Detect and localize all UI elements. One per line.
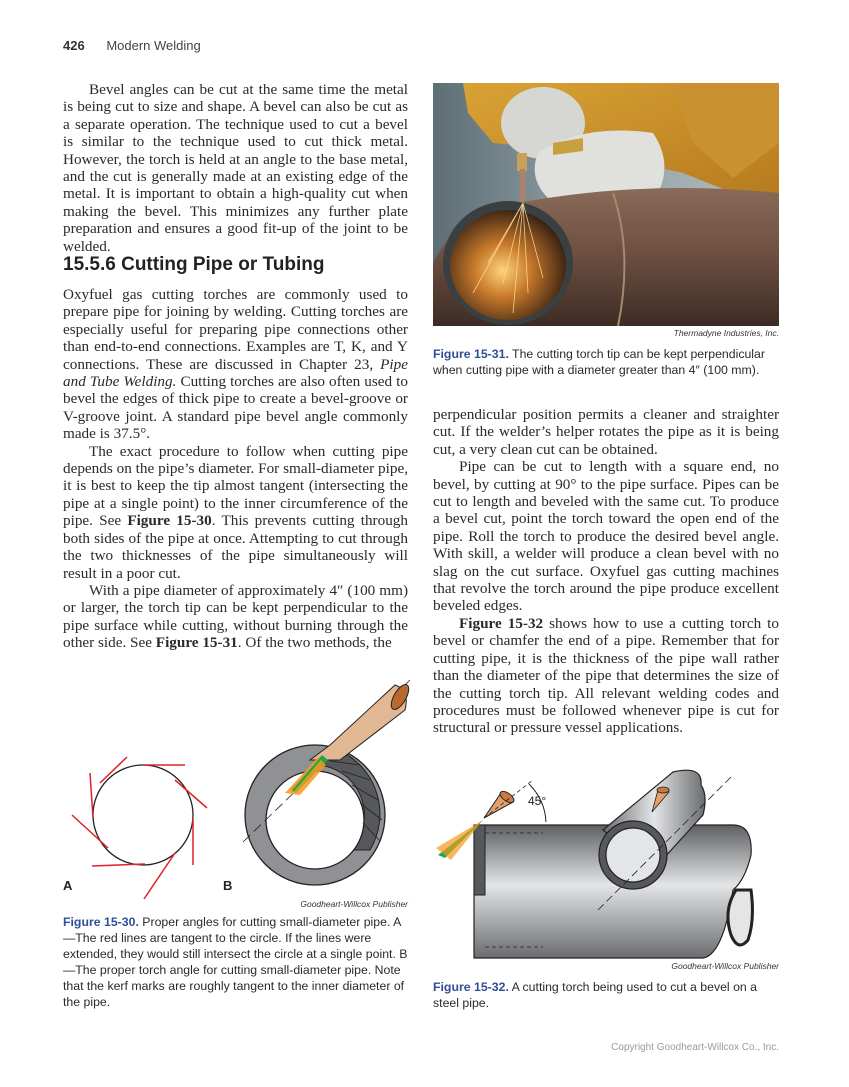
- panel-a-circle-with-tangents: [72, 757, 207, 899]
- tangent-lines-and-pipe-section-diagram: [60, 675, 420, 900]
- angle-label-45: 45°: [528, 794, 547, 808]
- figure-15-31-photo: [433, 83, 779, 326]
- figure-15-30-diagram: [60, 675, 420, 900]
- figure-15-30-caption: [63, 914, 408, 1010]
- chapter-reference: Pipe and Tube Welding.: [63, 355, 408, 391]
- panel-b-pipe-with-torch: [243, 680, 412, 885]
- paragraph-large-diameter: With a pipe diameter of approximately 4″ (100 mm) or larger, the torch tip can be kept perpendicular to the pipe surface while cutting, without burning through the other side. See Figure 15-31. Of the two methods, the: [63, 581, 408, 652]
- book-title: Modern Welding: [106, 38, 201, 53]
- panel-label-b: B: [223, 878, 233, 893]
- pipe-cutting-photo-illustration: [433, 83, 779, 326]
- copyright-notice: Copyright Goodheart-Willcox Co., Inc.: [611, 1042, 779, 1053]
- paragraph-bevel-chamfer: Figure 15-32 shows how to use a cutting torch to bevel or chamfer the end of a pipe. Remember that for cutting pipe, it is the thickness of the pipe wall rather than the diameter of the pipe that determines the size of the cutting torch tip. All relevant welding codes and procedures must be followed whenever pipe is cut for structural or pressure vessel applications.: [433, 614, 779, 737]
- figure-15-30-credit: Goodheart-Willcox Publisher: [300, 899, 408, 909]
- panel-label-a: A: [63, 878, 73, 893]
- paragraph-square-end: Pipe can be cut to length with a square end, no bevel, by cutting at 90° to the pipe surface. Pipes can be cut to length and beveled with the same cut. To produce a bevel cut, point the torch toward the open end of the pipe. Roll the torch to produce the desired bevel angle. With skill, a welder will produce a clean bevel with no slag on the cut surface. Oxyfuel gas cutting machines that revolve the torch around the pipe produce excellent beveled edges.: [433, 458, 779, 615]
- figure-15-31-credit: Thermadyne Industries, Inc.: [673, 328, 779, 338]
- figure-15-32-diagram: [433, 760, 783, 960]
- paragraph-oxyfuel: Oxyfuel gas cutting torches are commonly used to prepare pipe for joining by welding. Cutting torches are especially useful for preparing pipe connections other than end-to-end connections. Examples are T, K, and Y connections. These are discussed in Chapter 23, Pipe and Tube Welding. Cutting torches are also often used to bevel the edges of thick pipe to create a bevel-groove or V-groove joint. A standard pipe bevel angle commonly made is 37.5°.: [63, 286, 408, 443]
- figure-15-30-number: Figure 15-30.: [63, 915, 139, 929]
- section-heading: 15.5.6 Cutting Pipe or Tubing: [63, 254, 325, 275]
- figure-15-32-caption-text: A cutting torch being used to cut a bevel on a steel pipe.: [433, 980, 758, 1010]
- right-column-body: [433, 406, 779, 737]
- bevel-cutting-pipe-diagram: [433, 760, 783, 960]
- paragraph-small-diameter: The exact procedure to follow when cutting pipe depends on the pipe’s diameter. For small-diameter pipe, it is best to keep the tip almost tangent (intersecting the pipe at a single point) to the inner circumference of the pipe. See Figure 15-30. This prevents cutting through both sides of the pipe at once. Attempting to cut through the two thicknesses of the pipe simultaneously will result in a poor cut.: [63, 442, 408, 582]
- figure-15-30-reference: Figure 15-30: [127, 512, 212, 530]
- figure-15-32-credit: Goodheart-Willcox Publisher: [671, 961, 779, 971]
- figure-15-31-number: Figure 15-31.: [433, 347, 509, 361]
- page-number: 426: [63, 38, 85, 53]
- section-body: [63, 286, 408, 652]
- figure-15-31-caption-text: The cutting torch tip can be kept perpendicular when cutting pipe with a diameter greater than 4″ (100 mm).: [433, 347, 765, 377]
- paragraph-perpendicular: perpendicular position permits a cleaner and straighter cut. If the welder’s helper rotates the pipe as it is being cut, a very clean cut can be obtained.: [433, 406, 779, 458]
- figure-15-31-caption: [433, 346, 783, 378]
- figure-15-32-reference: Figure 15-32: [459, 614, 544, 632]
- figure-15-32-number: Figure 15-32.: [433, 980, 509, 994]
- intro-paragraph: Bevel angles can be cut at the same time the metal is being cut to size and shape. A bevel can also be cut as a separate operation. The technique used to cut a bevel is similar to the technique used to cut thick metal. However, the torch is held at an angle to the base metal, and the cut is generally made at an existing edge of the metal. It is important to obtain a high-quality cut when making the bevel. This minimizes any further plate preparation and ensures a good fit-up of the joint to be welded.: [63, 81, 408, 255]
- running-head: [63, 38, 201, 53]
- figure-15-32-caption: [433, 979, 783, 1011]
- figure-15-31-reference: Figure 15-31: [155, 634, 238, 652]
- figure-15-30-caption-text: Proper angles for cutting small-diameter pipe. A—The red lines are tangent to the circle. If the lines were extended, they would still intersect the circle at a single point. B—The proper torch angle for cutting small-diameter pipe. Note that the kerf marks are roughly tangent to the inner diameter of the pipe.: [63, 915, 408, 1009]
